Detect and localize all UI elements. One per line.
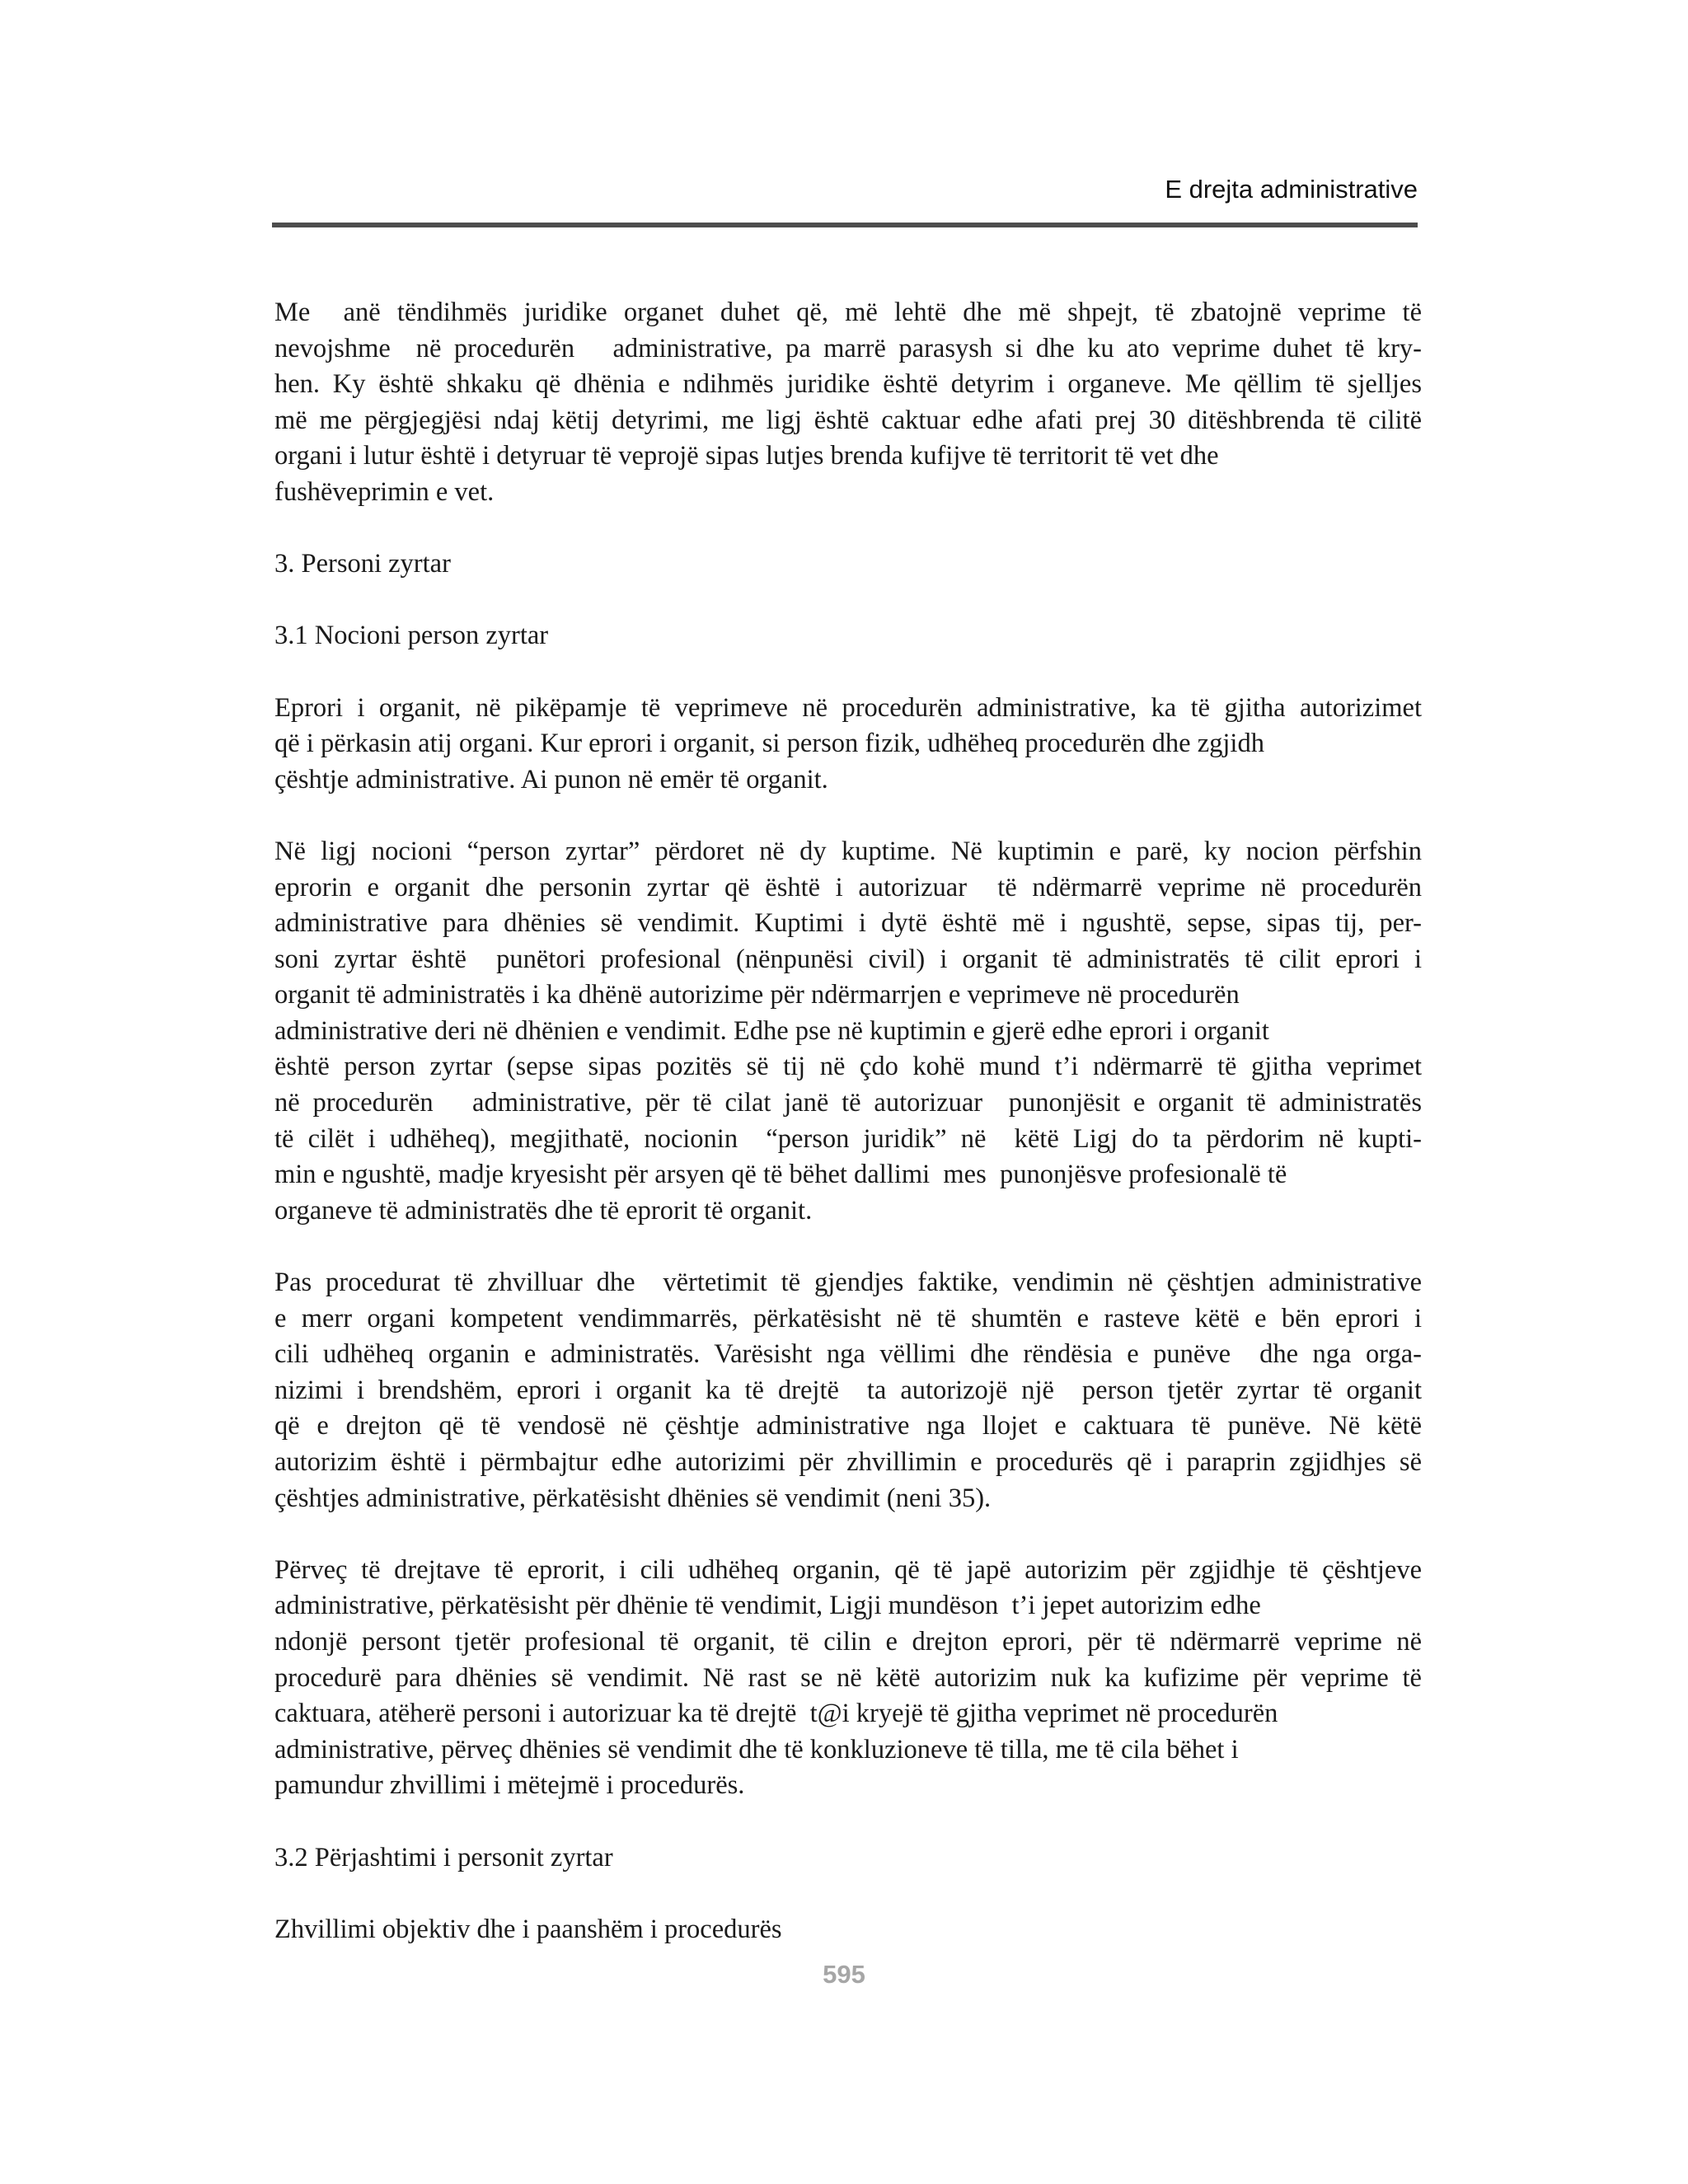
text-line: Në ligj nocioni “person zyrtar” përdoret në dy kuptime. Në kuptimin e parë, ky nocion përfshin — [274, 836, 1422, 866]
text-line: Përveç të drejtave të eprorit, i cili udhëheq organin, që të japë autorizim për zgjidhje të çështjeve — [274, 1554, 1422, 1585]
text-line: Pas procedurat të zhvilluar dhe vërtetimit të gjendjes faktike, vendimin në çështjen administrative — [274, 1268, 1422, 1298]
section-heading: 3. Personi zyrtar — [274, 549, 451, 579]
text-line: Me anë tëndihmës juridike organet duhet që, më lehtë dhe më shpejt, të zbatojnë veprime të — [274, 298, 1422, 327]
text-line: Zhvillimi objektiv dhe i paanshëm i procedurës — [274, 1914, 782, 1944]
text-line: të cilët i udhëheq), megjithatë, nocionin “person juridik” në këtë Ligj do ta përdorim në kupti- — [274, 1123, 1422, 1154]
text-line: administrative, përkatësisht për dhënie të vendimit, Ligji mundëson t’i jepet autorizim edhe — [274, 1591, 1261, 1621]
paragraph — [274, 1265, 1422, 1516]
text-line: organi i lutur është i detyruar të veprojë sipas lutjes brenda kufijve të territorit të vet dhe — [274, 441, 1219, 471]
text-line: autorizim është i përmbajtur edhe autorizimi për zhvillimin e procedurës që i paraprin zgjidhjes së — [274, 1447, 1422, 1477]
text-line: procedurë para dhënies së vendimit. Në rast se në këtë autorizim nuk ka kufizime për veprime të — [274, 1662, 1422, 1693]
text-line: ndonjë persont tjetër profesional të organit, të cilin e drejton eprori, për të ndërmarrë veprime në — [274, 1626, 1422, 1657]
text-line: min e ngushtë, madje kryesisht për arsyen që të bëhet dallimi mes punonjësve profesionalë të — [274, 1160, 1287, 1190]
text-line: organeve të administratës dhe të eprorit të organit. — [274, 1195, 813, 1226]
text-line: administrative deri në dhënien e vendimit. Edhe pse në kuptimin e gjerë edhe eprori i organit — [274, 1015, 1269, 1046]
text-line: soni zyrtar është punëtori profesional (nënpunësi civil) i organit të administratës të cilit eprori i — [274, 944, 1422, 974]
text-line: fushëveprimin e vet. — [274, 476, 495, 507]
text-line: Eprori i organit, në pikëpamje të veprimeve në procedurën administrative, ka të gjitha autorizimet — [274, 692, 1422, 723]
text-line: pamundur zhvillimi i mëtejmë i procedurës. — [274, 1770, 745, 1801]
text-line: administrative para dhënies së vendimit. Kuptimi i dytë është më i ngushtë, sepse, sipas tij, per- — [274, 908, 1422, 939]
header-rule — [272, 223, 1418, 227]
paragraph — [274, 834, 1422, 1230]
text-line: në procedurën administrative, për të cilat janë të autorizuar punonjësit e organit të administratës — [274, 1088, 1422, 1118]
text-line: e merr organi kompetent vendimmarrës, përkatësisht në të shumtën e rasteve këtë e bën eprori i — [274, 1303, 1422, 1333]
paragraph — [274, 1912, 1422, 1948]
text-line: që i përkasin atij organi. Kur eprori i organit, si person fizik, udhëheq procedurën dhe zgjidh — [274, 729, 1264, 759]
text-line: organit të administratës i ka dhënë autorizime për ndërmarrjen e veprimeve në procedurën — [274, 980, 1240, 1010]
page-body — [274, 295, 1422, 1984]
subsection-heading: 3.1 Nocioni person zyrtar — [274, 621, 549, 651]
text-line: caktuara, atëherë personi i autorizuar ka të drejtë t@i kryejë të gjitha veprimet në procedurën — [274, 1699, 1278, 1729]
text-line: që e drejton që të vendosë në çështje administrative nga llojet e caktuara të punëve. Në këtë — [274, 1411, 1422, 1441]
paragraph — [274, 295, 1422, 511]
paragraph — [274, 691, 1422, 799]
text-line: çështjes administrative, përkatësisht dhënies së vendimit (neni 35). — [274, 1483, 992, 1513]
text-line: më me përgjegjësi ndaj këtij detyrimi, me ligj është caktuar edhe afati prej 30 ditëshbrenda të cilitë — [274, 405, 1422, 435]
text-line: është person zyrtar (sepse sipas pozitës së tij në çdo kohë mund t’i ndërmarrë të gjitha veprimet — [274, 1052, 1422, 1082]
text-line: cili udhëheq organin e administratës. Varësisht nga vëllimi dhe rëndësia e punëve dhe nga orga- — [274, 1339, 1422, 1370]
text-line: eprorin e organit dhe personin zyrtar që është i autorizuar të ndërmarrë veprime në procedurën — [274, 872, 1422, 902]
running-header: E drejta administrative — [1165, 175, 1418, 204]
subsection-heading: 3.2 Përjashtimi i personit zyrtar — [274, 1842, 613, 1872]
page-number: 595 — [823, 1960, 865, 1989]
text-line: nevojshme në procedurën administrative, pa marrë parasysh si dhe ku ato veprime duhet të kry- — [274, 333, 1422, 363]
text-line: hen. Ky është shkaku që dhënia e ndihmës juridike është detyrim i organeve. Me qëllim të sjelljes — [274, 369, 1422, 400]
text-line: çështje administrative. Ai punon në emër të organit. — [274, 764, 828, 794]
text-line: nizimi i brendshëm, eprori i organit ka të drejtë ta autorizojë një person tjetër zyrtar të organit — [274, 1375, 1422, 1405]
text-line: administrative, përveç dhënies së vendimit dhe të konkluzioneve të tilla, me të cila bëhet i — [274, 1734, 1239, 1765]
paragraph — [274, 1553, 1422, 1804]
